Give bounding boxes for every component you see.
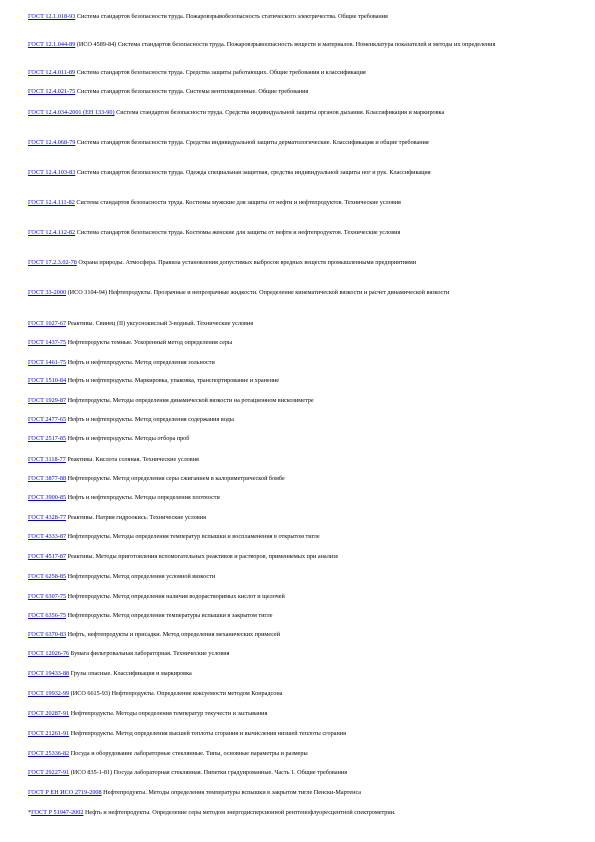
reference-entry	[28, 359, 568, 367]
reference-entry	[28, 259, 568, 267]
standard-link[interactable]: ГОСТ 1929-87	[28, 397, 67, 404]
standard-link[interactable]: ГОСТ 12.4.068-79	[28, 139, 76, 146]
reference-entry	[28, 750, 568, 758]
reference-entry	[28, 710, 568, 718]
standard-link[interactable]: ГОСТ 3877-88	[28, 475, 67, 482]
standard-link[interactable]: ГОСТ 12.4.011-89	[28, 69, 76, 76]
standard-title: Нефтепродукты темные. Ускоренный метод определения серы	[66, 339, 233, 346]
standard-title: Реактивы. Натрия гидроокись. Технические условия	[66, 514, 206, 521]
standard-title: (ИСО 3104-94) Нефтепродукты. Прозрачные и непрозрачные жидкости. Определение кинематической вязкости и расчет динамической вязкости	[66, 289, 450, 296]
standard-link[interactable]: ГОСТ 6370-83	[28, 631, 67, 638]
standard-title: Нефтепродукты. Методы определения температур текучести и застывания	[69, 710, 268, 717]
reference-entry	[28, 377, 568, 385]
standard-link[interactable]: ГОСТ Р 51947-2002	[31, 809, 84, 816]
reference-entry	[28, 416, 568, 424]
standard-title: Бумага фильтровальная лабораторная. Технические условия	[69, 650, 230, 657]
reference-entry	[28, 289, 568, 297]
standard-link[interactable]: ГОСТ 1437-75	[28, 339, 67, 346]
standard-title: Нефтепродукты. Метод определения условной вязкости	[66, 573, 216, 580]
reference-entry	[28, 789, 568, 797]
standard-title: Реактивы. Кислота соляная. Технические условия	[65, 456, 199, 463]
standard-title: Система стандартов безопасности труда. Системы вентиляционные. Общие требования	[75, 88, 309, 95]
standard-link[interactable]: ГОСТ 3118-77	[28, 456, 66, 463]
standard-link[interactable]: ГОСТ 17.2.3.02-78	[28, 259, 77, 266]
reference-entry	[28, 631, 568, 639]
reference-entry	[28, 397, 568, 405]
reference-entry	[28, 730, 568, 738]
reference-entry	[28, 494, 568, 502]
reference-entry	[28, 769, 568, 777]
standard-title: Нефтепродукты. Метод определения температуры вспышки в закрытом тигле	[66, 612, 273, 619]
standard-title: Нефть и нефтепродукты. Метод определения зольности	[66, 359, 215, 366]
standard-link[interactable]: ГОСТ 25336-82	[28, 750, 70, 757]
standard-title: Нефтепродукты. Метод определения серы сжиганием в калориметрической бомбе	[66, 475, 285, 482]
reference-entry	[28, 533, 568, 541]
standard-link[interactable]: ГОСТ 20287-91	[28, 710, 70, 717]
standard-title: (ИСО 6615-93) Нефтепродукты. Определение коксуемости методом Конрадсона	[69, 690, 283, 697]
standard-link[interactable]: ГОСТ 6307-75	[28, 593, 67, 600]
standard-link[interactable]: ГОСТ 4517-87	[28, 553, 67, 560]
standard-link[interactable]: ГОСТ 6356-75	[28, 612, 67, 619]
standard-link[interactable]: ГОСТ Р ЕН ИСО 2719-2008	[28, 789, 102, 796]
standard-title: (ИСО 835-1-81) Посуда лабораторная стеклянная. Пипетки градуированные. Часть 1. Общие требования	[69, 769, 348, 776]
reference-entry	[28, 475, 568, 483]
reference-entry	[28, 690, 568, 698]
reference-entry	[28, 13, 568, 21]
footnote-marker: *	[28, 809, 32, 816]
reference-entry	[28, 41, 568, 49]
standard-link[interactable]: ГОСТ 19932-99	[28, 690, 70, 697]
standard-title: Нефть и нефтепродукты. Методы отбора проб	[66, 435, 190, 442]
standard-link[interactable]: ГОСТ 12.4.103-83	[28, 169, 76, 176]
reference-entry	[28, 229, 568, 237]
standard-title: Охрана природы. Атмосфера. Правила установления допустимых выбросов вредных веществ промышленными предприятиями	[76, 259, 417, 266]
standard-link[interactable]: ГОСТ 2477-65	[28, 416, 67, 423]
reference-entry	[28, 650, 568, 658]
standard-title: Нефть и нефтепродукты. Метод определения содержания воды	[66, 416, 234, 423]
standard-link[interactable]: ГОСТ 19433-88	[28, 670, 70, 677]
standard-link[interactable]: ГОСТ 12.1.044-89	[28, 41, 76, 48]
standard-link[interactable]: ГОСТ 4333-87	[28, 533, 67, 540]
standard-link[interactable]: ГОСТ 12.4.111-82	[28, 199, 75, 206]
reference-entry	[28, 514, 568, 522]
standard-title: Система стандартов безопасности труда. Средства индивидуальной защиты дерматологические. Классификация и общие требования	[75, 139, 429, 146]
standard-link[interactable]: ГОСТ 1027-67	[28, 320, 67, 327]
reference-entry	[28, 593, 568, 601]
reference-entry	[28, 109, 568, 117]
standard-title: Реактивы. Свинец (II) уксуснокислый 3-водный. Технические условия	[66, 320, 254, 327]
standard-title: Система стандартов безопасности труда. Одежда специальная защитная, средства индивидуальной защиты ног и рук. Классификация	[75, 169, 431, 176]
standard-link[interactable]: ГОСТ 12.4.112-82	[28, 229, 76, 236]
reference-entry	[28, 670, 568, 678]
reference-entry	[28, 456, 568, 464]
standard-title: Система стандартов безопасности труда. Пожаровзрывобезопасность статического электричества. Общие требования	[75, 13, 388, 20]
reference-entry	[28, 69, 568, 77]
reference-entry	[28, 320, 568, 328]
reference-entry	[28, 139, 568, 147]
reference-entry	[28, 553, 568, 561]
standard-link[interactable]: ГОСТ 33-2000	[28, 289, 67, 296]
standard-link[interactable]: ГОСТ 29227-91	[28, 769, 70, 776]
standard-link[interactable]: ГОСТ 2517-85	[28, 435, 67, 442]
standard-title: Нефть, нефтепродукты и присадки. Метод определения механических примесей	[66, 631, 281, 638]
standard-title: Посуда и оборудование лабораторные стеклянные. Типы, основные параметры и размеры	[69, 750, 308, 757]
reference-entry	[28, 339, 568, 347]
standard-title: Нефтепродукты. Методы определения температуры вспышки в закрытом тигле Пенски-Мартенса	[101, 789, 362, 796]
reference-entry	[28, 435, 568, 443]
standard-title: Система стандартов безопасности труда. Костюмы женские для защиты от нефти и нефтепродуктов. Технические условия	[75, 229, 401, 236]
standard-title: Нефть и нефтепродукты. Определение серы методом энергодисперсионной рентгенофлуоресцентной спектрометрии.	[83, 809, 396, 816]
standard-title: Нефть и нефтепродукты. Маркировка, упаковка, транспортирование и хранение	[66, 377, 280, 384]
standard-title: Система стандартов безопасности труда. Костюмы мужские для защиты от нефти и нефтепродуктов. Технические условия	[74, 199, 401, 206]
standard-title: Нефтепродукты. Методы определения температур вспышки и воспламенения в открытом тигле	[66, 533, 320, 540]
standard-link[interactable]: ГОСТ 12.4.034-2001 (ЕН 133-90)	[28, 109, 115, 116]
standard-link[interactable]: ГОСТ 1461-75	[28, 359, 67, 366]
standard-title: Нефтепродукты. Метод определения высшей теплоты сгорания и вычисления низшей теплоты сгорания	[69, 730, 346, 737]
reference-entry	[28, 612, 568, 620]
standard-title: (ИСО 4589-84) Система стандартов безопасности труда. Пожаровзрывоопасность веществ и материалов. Номенклатура показателей и методы их определения	[75, 41, 496, 48]
reference-entry	[28, 809, 568, 817]
standard-title: Нефтепродукты. Методы определения динамической вязкости на ротационном вискозиметре	[66, 397, 314, 404]
standard-link[interactable]: ГОСТ 21261-91	[28, 730, 70, 737]
standard-title: Система стандартов безопасности труда. Средства индивидуальной защиты органов дыхания. Классификация и маркировка	[114, 109, 445, 116]
standard-link[interactable]: ГОСТ 6258-85	[28, 573, 67, 580]
standard-title: Нефтепродукты. Метод определения наличия водорастворимых кислот и щелочей	[66, 593, 285, 600]
standard-title: Грузы опасные. Классификация и маркировка	[69, 670, 192, 677]
standard-title: Система стандартов безопасности труда. Средства защиты работающих. Общие требования и классификация	[75, 69, 366, 76]
reference-entry	[28, 169, 568, 177]
standard-link[interactable]: ГОСТ 4328-77	[28, 514, 67, 521]
standard-link[interactable]: ГОСТ 1510-84	[28, 377, 67, 384]
reference-entry	[28, 573, 568, 581]
standard-title: Реактивы. Методы приготовления вспомогательных реактивов и растворов, применяемых при анализе	[66, 553, 339, 560]
reference-entry	[28, 88, 568, 96]
standard-link[interactable]: ГОСТ 3900-85	[28, 494, 67, 501]
reference-entry	[28, 199, 568, 207]
standard-link[interactable]: ГОСТ 12.4.021-75	[28, 88, 76, 95]
standard-title: Нефть и нефтепродукты. Методы определения плотности	[66, 494, 220, 501]
standard-link[interactable]: ГОСТ 12.1.018-93	[28, 13, 76, 20]
standard-link[interactable]: ГОСТ 12026-76	[28, 650, 70, 657]
